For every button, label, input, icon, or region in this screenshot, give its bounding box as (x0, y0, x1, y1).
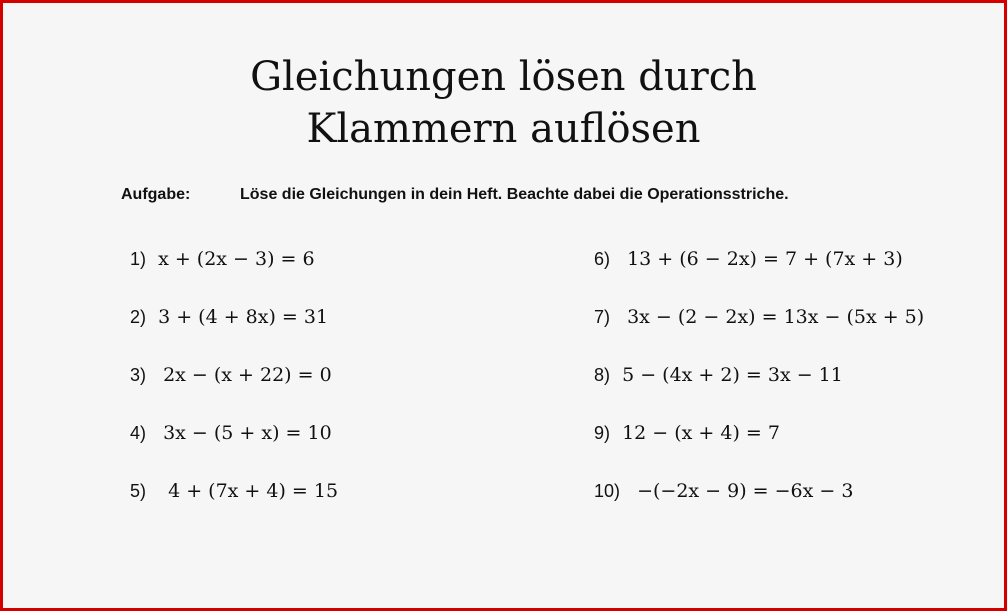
equation-10 (594, 479, 853, 503)
equation-text: 2x − (x + 22) = 0 (163, 364, 332, 386)
equation-number: 5) (130, 481, 147, 501)
equation-text: x + (2x − 3) = 6 (158, 248, 315, 270)
task-label: Aufgabe: (121, 186, 191, 203)
equation-number: 8) (594, 365, 611, 385)
equation-9 (594, 421, 780, 445)
equation-text: 12 − (x + 4) = 7 (622, 422, 780, 444)
equation-6 (594, 247, 903, 271)
equation-number: 9) (594, 423, 611, 443)
equation-8 (594, 363, 843, 387)
equation-number: 10) (594, 481, 621, 501)
task-instruction: Löse die Gleichungen in dein Heft. Beachte dabei die Operationsstriche. (240, 186, 789, 203)
equation-number: 1) (130, 249, 147, 269)
title-line-2: Klammern auflösen (306, 106, 701, 152)
equation-number: 2) (130, 307, 147, 327)
equation-5 (130, 479, 338, 503)
equation-1 (130, 247, 315, 271)
equation-text: 5 − (4x + 2) = 3x − 11 (622, 364, 843, 386)
equation-number: 3) (130, 365, 147, 385)
equation-text: 13 + (6 − 2x) = 7 + (7x + 3) (627, 248, 903, 270)
equation-7 (594, 305, 924, 329)
equation-text: 3x − (2 − 2x) = 13x − (5x + 5) (627, 306, 925, 328)
equation-number: 4) (130, 423, 147, 443)
equation-text: −(−2x − 9) = −6x − 3 (637, 480, 854, 502)
equation-number: 6) (594, 249, 611, 269)
equation-3 (130, 363, 332, 387)
worksheet-title (3, 51, 1004, 155)
title-line-1: Gleichungen lösen durch (250, 54, 757, 100)
equation-text: 3x − (5 + x) = 10 (163, 422, 332, 444)
equation-text: 3 + (4 + 8x) = 31 (158, 306, 329, 328)
equation-number: 7) (594, 307, 611, 327)
equation-4 (130, 421, 332, 445)
equation-text: 4 + (7x + 4) = 15 (168, 480, 339, 502)
equation-2 (130, 305, 328, 329)
